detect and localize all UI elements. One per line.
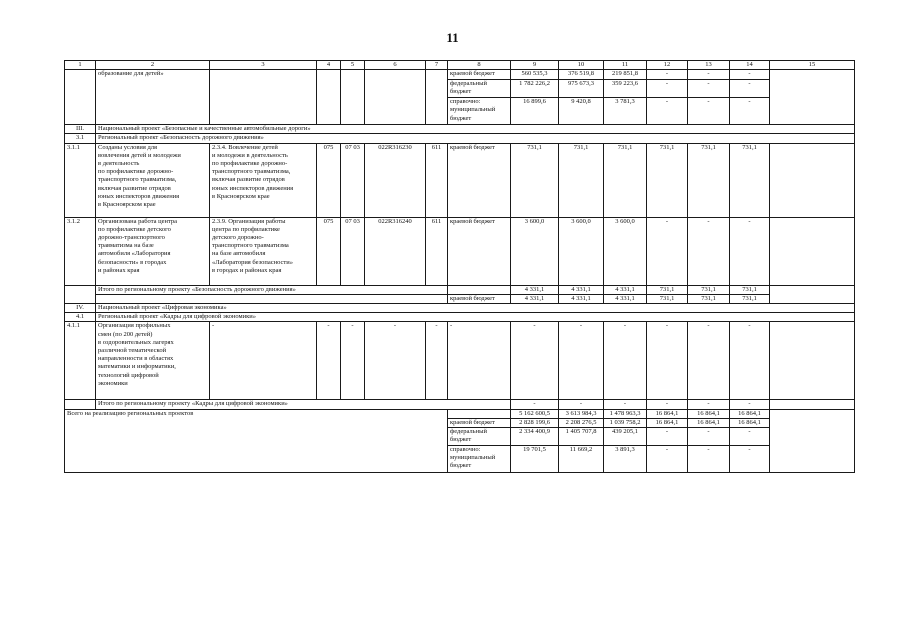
value-cell: - (688, 70, 730, 80)
funding-source (448, 409, 511, 418)
code-cell: 611 (426, 217, 448, 285)
value-cell: 731,1 (647, 294, 688, 303)
value-cell: 731,1 (647, 143, 688, 217)
cell (770, 322, 855, 400)
value-cell: 731,1 (559, 143, 604, 217)
subsection-row (65, 313, 855, 322)
value-cell: 2 334 400,9 (511, 428, 559, 446)
value-cell: 219 851,8 (604, 70, 647, 80)
column-number-row (65, 61, 855, 70)
column-number: 6 (365, 61, 426, 70)
cell (770, 400, 855, 409)
value-cell: 16 864,1 (647, 418, 688, 427)
funding-source: краевой бюджет (448, 217, 511, 285)
table-row (65, 70, 855, 80)
row-number: 3.1.2 (65, 217, 96, 285)
cell (770, 217, 855, 285)
value-cell: - (559, 400, 604, 409)
task-cell: Организация профильных смен (по 200 детей) в оздоровительных лагерях различной тематической направленности в областях математики и информатики, технологий цифровой экономики (96, 322, 210, 400)
value-cell: - (559, 322, 604, 400)
funding-source: краевой бюджет (448, 418, 511, 427)
value-cell: - (730, 322, 770, 400)
value-cell: - (688, 98, 730, 125)
value-cell: - (647, 80, 688, 98)
value-cell: - (647, 400, 688, 409)
table-row (65, 217, 855, 285)
value-cell: - (730, 98, 770, 125)
value-cell: 16 864,1 (688, 409, 730, 418)
cell (770, 143, 855, 217)
row-number: 3.1.1 (65, 143, 96, 217)
value-cell: 731,1 (688, 143, 730, 217)
value-cell: - (647, 217, 688, 285)
cell (770, 285, 855, 303)
value-cell: 1 478 963,3 (604, 409, 647, 418)
value-cell: - (604, 322, 647, 400)
value-cell: 1 039 758,2 (604, 418, 647, 427)
value-cell: - (647, 322, 688, 400)
value-cell: - (688, 446, 730, 473)
value-cell: 731,1 (730, 294, 770, 303)
row-description: образование для детей» (96, 70, 210, 125)
value-cell: - (730, 428, 770, 446)
value-cell: 731,1 (730, 285, 770, 294)
value-cell: - (688, 400, 730, 409)
funding-source: справочно: муниципальный бюджет (448, 446, 511, 473)
section-title: Национальный проект «Безопасные и качественные автомобильные дороги» (96, 125, 855, 134)
value-cell: - (647, 428, 688, 446)
code-cell: 075 (317, 143, 341, 217)
measure-cell: 2.3.9. Организация работы центра по профилактике детского дорожно- транспортного травматизма на базе автомобиля «Лаборатория безопасности» в городах и районах края (210, 217, 317, 285)
column-number: 4 (317, 61, 341, 70)
value-cell: 4 331,1 (559, 285, 604, 294)
value-cell: - (730, 446, 770, 473)
value-cell: - (511, 400, 559, 409)
funding-source: краевой бюджет (448, 143, 511, 217)
cell (210, 70, 317, 125)
budget-table (64, 60, 855, 473)
value-cell: 359 223,6 (604, 80, 647, 98)
value-cell: 1 782 226,2 (511, 80, 559, 98)
value-cell: 1 405 707,8 (559, 428, 604, 446)
value-cell: 731,1 (688, 285, 730, 294)
value-cell: 731,1 (688, 294, 730, 303)
row-number: 4.1.1 (65, 322, 96, 400)
cell (770, 409, 855, 472)
column-number: 11 (604, 61, 647, 70)
value-cell: 731,1 (647, 285, 688, 294)
value-cell: - (730, 400, 770, 409)
value-cell: 4 331,1 (511, 285, 559, 294)
cell (770, 70, 855, 125)
value-cell: - (688, 217, 730, 285)
value-cell: - (730, 217, 770, 285)
funding-source: федеральный бюджет (448, 80, 511, 98)
value-cell: 376 519,8 (559, 70, 604, 80)
funding-source: справочно: муниципальный бюджет (448, 98, 511, 125)
value-cell: 731,1 (511, 143, 559, 217)
total-label: Итого по региональному проекту «Безопасность дорожного движения» (96, 285, 448, 294)
value-cell: 16 899,6 (511, 98, 559, 125)
section-title: Национальный проект «Цифровая экономика» (96, 304, 855, 313)
value-cell: 11 669,2 (559, 446, 604, 473)
cell (96, 294, 448, 303)
value-cell: 975 673,3 (559, 80, 604, 98)
value-cell: - (604, 400, 647, 409)
value-cell: - (730, 70, 770, 80)
cell (365, 70, 426, 125)
value-cell: 16 864,1 (647, 409, 688, 418)
cell (65, 400, 96, 409)
code-cell: 075 (317, 217, 341, 285)
total-row (65, 294, 855, 303)
column-number: 5 (341, 61, 365, 70)
value-cell: 19 701,5 (511, 446, 559, 473)
task-cell: Созданы условия для вовлечения детей и молодежи в деятельность по профилактике дорожно- транспортного травматизма, включая развитие отрядов юных инспекторов движения в Красноярском крае (96, 143, 210, 217)
value-cell: 16 864,1 (688, 418, 730, 427)
subsection-title: Региональный проект «Безопасность дорожного движения» (96, 134, 855, 143)
funding-source: - (448, 322, 511, 400)
value-cell: 731,1 (604, 143, 647, 217)
value-cell: - (688, 428, 730, 446)
cell (65, 70, 96, 125)
value-cell: - (688, 80, 730, 98)
code-cell: - (317, 322, 341, 400)
code-cell: - (365, 322, 426, 400)
total-row (65, 400, 855, 409)
column-number: 13 (688, 61, 730, 70)
value-cell: 5 162 600,5 (511, 409, 559, 418)
column-number: 12 (647, 61, 688, 70)
value-cell: 731,1 (730, 143, 770, 217)
column-number: 8 (448, 61, 511, 70)
column-number: 15 (770, 61, 855, 70)
funding-source: федеральный бюджет (448, 428, 511, 446)
column-number: 14 (730, 61, 770, 70)
column-number: 7 (426, 61, 448, 70)
value-cell: - (647, 446, 688, 473)
code-cell: 07 03 (341, 143, 365, 217)
funding-source (448, 285, 511, 294)
subsection-number: 3.1 (65, 134, 96, 143)
cell (426, 70, 448, 125)
value-cell: - (688, 322, 730, 400)
total-row (65, 285, 855, 294)
cell (341, 70, 365, 125)
code-cell: 022R316240 (365, 217, 426, 285)
cell (65, 285, 96, 303)
value-cell: 4 331,1 (559, 294, 604, 303)
value-cell: 439 205,1 (604, 428, 647, 446)
subsection-row (65, 134, 855, 143)
value-cell: - (647, 98, 688, 125)
value-cell: 560 535,3 (511, 70, 559, 80)
value-cell: 3 891,3 (604, 446, 647, 473)
value-cell: 3 613 984,3 (559, 409, 604, 418)
code-cell: 07 03 (341, 217, 365, 285)
value-cell: - (730, 80, 770, 98)
section-row (65, 304, 855, 313)
value-cell: 9 420,8 (559, 98, 604, 125)
page-number: 11 (446, 30, 459, 45)
code-cell: - (341, 322, 365, 400)
value-cell: 4 331,1 (604, 285, 647, 294)
value-cell: 3 600,0 (604, 217, 647, 285)
value-cell: 2 208 276,5 (559, 418, 604, 427)
column-number: 10 (559, 61, 604, 70)
code-cell: 611 (426, 143, 448, 217)
funding-source: краевой бюджет (448, 294, 511, 303)
table-row (65, 143, 855, 217)
code-cell: 022R316230 (365, 143, 426, 217)
column-number: 3 (210, 61, 317, 70)
value-cell: 3 600,0 (511, 217, 559, 285)
grand-total-row (65, 409, 855, 418)
table-row (65, 322, 855, 400)
value-cell: 4 331,1 (604, 294, 647, 303)
task-cell: Организована работа центра по профилактике детского дорожно-транспортного травматизма на базе автомобиля «Лаборатория безопасности» в городах и районах края (96, 217, 210, 285)
subsection-title: Региональный проект «Кадры для цифровой экономики» (96, 313, 855, 322)
code-cell: - (426, 322, 448, 400)
value-cell: - (647, 70, 688, 80)
funding-source: краевой бюджет (448, 70, 511, 80)
total-label: Итого по региональному проекту «Кадры для цифровой экономики» (96, 400, 511, 409)
section-number: III. (65, 125, 96, 134)
value-cell: 16 864,1 (730, 418, 770, 427)
value-cell: - (511, 322, 559, 400)
grand-total-label: Всего на реализацию региональных проектов (65, 409, 448, 472)
value-cell: 3 781,3 (604, 98, 647, 125)
value-cell: 3 600,0 (559, 217, 604, 285)
value-cell: 4 331,1 (511, 294, 559, 303)
measure-cell: 2.3.4. Вовлечение детей и молодежи в деятельность по профилактике дорожно- транспортного травматизма, включая развитие отрядов юных инспекторов движения в Красноярском крае (210, 143, 317, 217)
column-number: 2 (96, 61, 210, 70)
column-number: 1 (65, 61, 96, 70)
cell (317, 70, 341, 125)
column-number: 9 (511, 61, 559, 70)
subsection-number: 4.1 (65, 313, 96, 322)
measure-cell: - (210, 322, 317, 400)
section-row (65, 125, 855, 134)
value-cell: 16 864,1 (730, 409, 770, 418)
value-cell: 2 828 199,6 (511, 418, 559, 427)
section-number: IV. (65, 304, 96, 313)
